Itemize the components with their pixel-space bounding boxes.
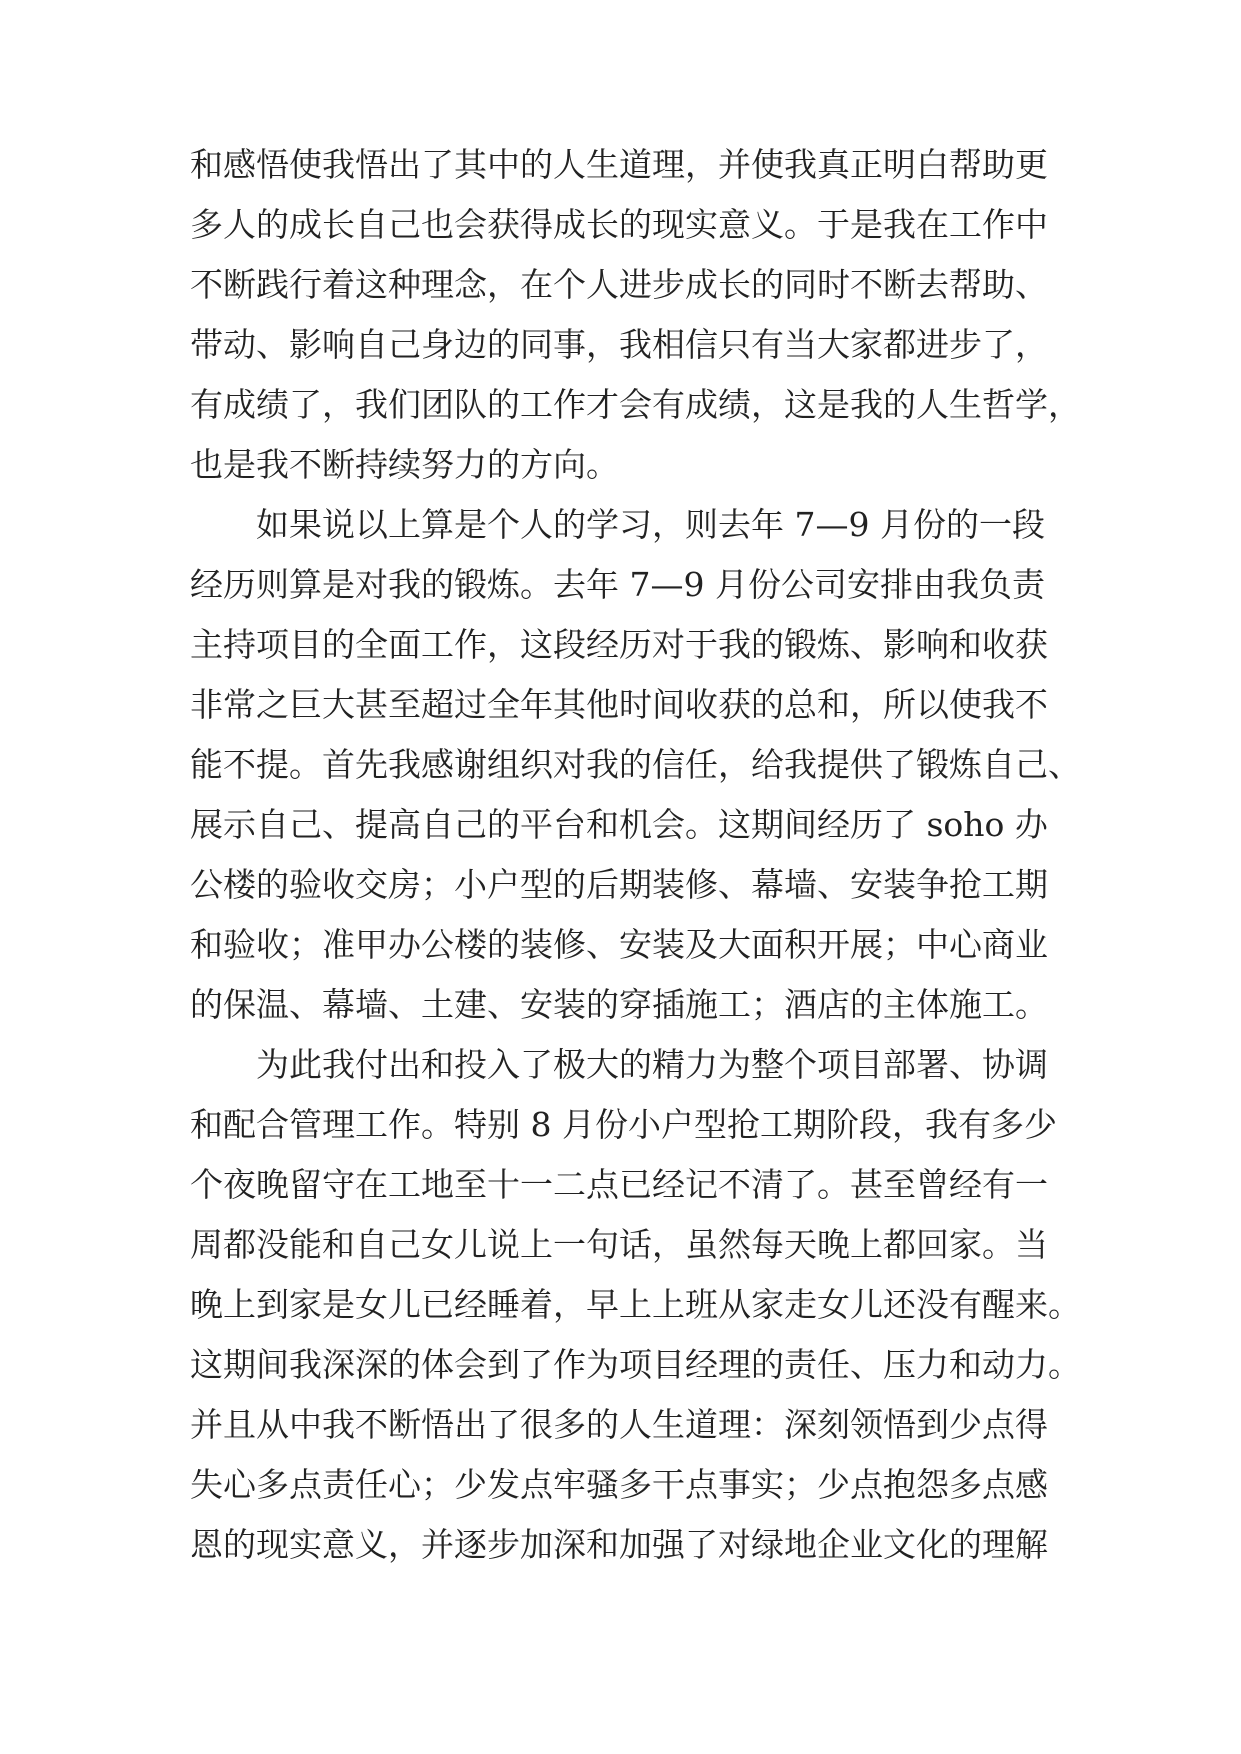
paragraph-3-line-5: 晚上到家是女儿已经睡着，早上上班从家走女儿还没有醒来。 [190,1285,1081,1324]
paragraph-3-line-7: 并且从中我不断悟出了很多的人生道理：深刻领悟到少点得 [190,1405,1048,1444]
paragraph-3-line-4: 周都没能和自己女儿说上一句话，虽然每天晚上都回家。当 [190,1225,1048,1264]
paragraph-2-line-4: 非常之巨大甚至超过全年其他时间收获的总和，所以使我不 [190,685,1048,724]
paragraph-3-line-9: 恩的现实意义，并逐步加深和加强了对绿地企业文化的理解 [190,1525,1048,1564]
paragraph-2-line-6: 展示自己、提高自己的平台和机会。这期间经历了 soho 办 [190,805,1048,844]
paragraph-2-line-3: 主持项目的全面工作，这段经历对于我的锻炼、影响和收获 [190,625,1048,664]
paragraph-2-line-5: 能不提。首先我感谢组织对我的信任，给我提供了锻炼自己、 [190,745,1081,784]
paragraph-3-line-2: 和配合管理工作。特别 8 月份小户型抢工期阶段，我有多少 [190,1105,1057,1144]
paragraph-3-line-1: 为此我付出和投入了极大的精力为整个项目部署、协调 [256,1045,1048,1084]
paragraph-3-line-6: 这期间我深深的体会到了作为项目经理的责任、压力和动力。 [190,1345,1081,1384]
paragraph-2-line-9: 的保温、幕墙、土建、安装的穿插施工；酒店的主体施工。 [190,985,1048,1024]
paragraph-2-line-7: 公楼的验收交房；小户型的后期装修、幕墙、安装争抢工期 [190,865,1048,904]
paragraph-3-line-8: 失心多点责任心；少发点牢骚多干点事实；少点抱怨多点感 [190,1465,1048,1504]
paragraph-1-line-4: 带动、影响自己身边的同事，我相信只有当大家都进步了， [190,325,1048,364]
paragraph-3-line-3: 个夜晚留守在工地至十一二点已经记不清了。甚至曾经有一 [190,1165,1048,1204]
paragraph-1-line-6: 也是我不断持续努力的方向。 [190,445,619,484]
paragraph-2-line-2: 经历则算是对我的锻炼。去年 7—9 月份公司安排由我负责 [190,565,1045,604]
paragraph-2-line-8: 和验收；准甲办公楼的装修、安装及大面积开展；中心商业 [190,925,1048,964]
paragraph-1-line-1: 和感悟使我悟出了其中的人生道理，并使我真正明白帮助更 [190,145,1048,184]
paragraph-1-line-5: 有成绩了，我们团队的工作才会有成绩，这是我的人生哲学， [190,385,1081,424]
paragraph-1-line-2: 多人的成长自己也会获得成长的现实意义。于是我在工作中 [190,205,1048,244]
paragraph-1-line-3: 不断践行着这种理念，在个人进步成长的同时不断去帮助、 [190,265,1048,304]
paragraph-2-line-1: 如果说以上算是个人的学习，则去年 7—9 月份的一段 [256,505,1045,544]
